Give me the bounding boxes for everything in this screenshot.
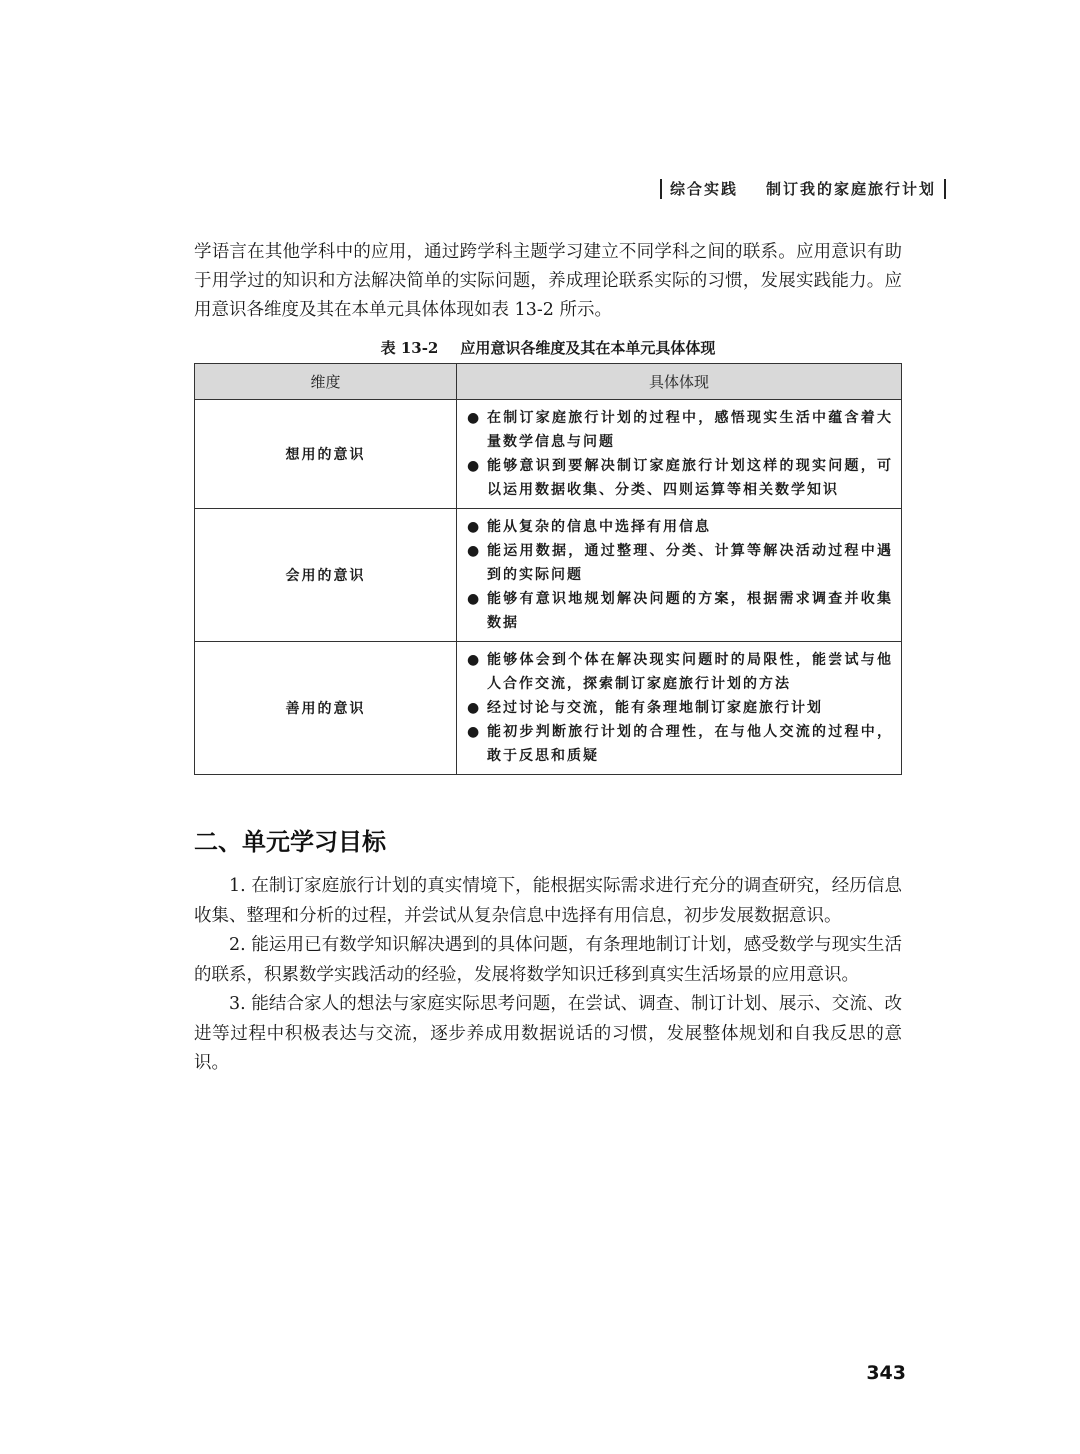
list-item: ● 经过讨论与交流，能有条理地制订家庭旅行计划 xyxy=(467,696,893,720)
bullet-icon: ● xyxy=(467,652,482,668)
goal-paragraph: 3. 能结合家人的想法与家庭实际思考问题，在尝试、调查、制订计划、展示、交流、改进等过程中积极表达与交流，逐步养成用数据说话的习惯，发展整体规划和自我反思的意识。 xyxy=(194,994,902,1073)
list-item: ● 能够有意识地规划解决问题的方案，根据需求调查并收集数据 xyxy=(467,587,893,635)
running-header xyxy=(660,178,946,199)
table-row xyxy=(195,509,902,642)
section-title: 二、单元学习目标 xyxy=(194,828,386,856)
intro-paragraph: 学语言在其他学科中的应用，通过跨学科主题学习建立不同学科之间的联系。应用意识有助于用学过的知识和方法解决简单的实际问题，养成理论联系实际的习惯，发展实践能力。应用意识各维度及其在本单元具体体现如表 13-2 所示。 xyxy=(194,242,902,320)
bullet-icon: ● xyxy=(467,591,482,607)
page-number: 343 xyxy=(866,1362,906,1384)
dimension-cell: 善用的意识 xyxy=(195,642,457,775)
detail-cell xyxy=(457,509,902,642)
table-row xyxy=(195,400,902,509)
dimension-cell: 想用的意识 xyxy=(195,400,457,509)
header-dimension: 维度 xyxy=(195,364,457,400)
header-section: 综合实践 xyxy=(669,180,738,198)
list-item: ● 能够意识到要解决制订家庭旅行计划这样的现实问题，可以运用数据收集、分类、四则运算等相关数学知识 xyxy=(467,454,893,502)
bullet-icon: ● xyxy=(467,543,482,559)
bullet-icon: ● xyxy=(467,700,482,716)
list-item: ● 能初步判断旅行计划的合理性，在与他人交流的过程中，敢于反思和质疑 xyxy=(467,720,893,768)
goals-list xyxy=(194,872,902,1079)
table-row xyxy=(195,642,902,775)
dimension-table xyxy=(194,363,902,775)
list-item: ● 能运用数据，通过整理、分类、计算等解决活动过程中遇到的实际问题 xyxy=(467,539,893,587)
header-bar-right xyxy=(944,179,946,199)
table-header-row xyxy=(195,364,902,400)
table-caption-title: 应用意识各维度及其在本单元具体体现 xyxy=(460,339,716,357)
bullet-icon: ● xyxy=(467,410,482,426)
header-detail: 具体体现 xyxy=(457,364,902,400)
detail-cell xyxy=(457,400,902,509)
dimension-cell: 会用的意识 xyxy=(195,509,457,642)
detail-cell xyxy=(457,642,902,775)
bullet-icon: ● xyxy=(467,458,482,474)
list-item: ● 在制订家庭旅行计划的过程中，感悟现实生活中蕴含着大量数学信息与问题 xyxy=(467,406,893,454)
bullet-icon: ● xyxy=(467,519,482,535)
table-caption xyxy=(194,337,902,358)
header-title: 制订我的家庭旅行计划 xyxy=(765,180,936,198)
bullet-icon: ● xyxy=(467,724,482,740)
header-bar-left xyxy=(660,179,662,199)
goal-paragraph: 2. 能运用已有数学知识解决遇到的具体问题，有条理地制订计划，感受数学与现实生活的联系，积累数学实践活动的经验，发展将数学知识迁移到真实生活场景的应用意识。 xyxy=(194,935,902,985)
list-item: ● 能够体会到个体在解决现实问题时的局限性，能尝试与他人合作交流，探索制订家庭旅行计划的方法 xyxy=(467,648,893,696)
goal-paragraph: 1. 在制订家庭旅行计划的真实情境下，能根据实际需求进行充分的调查研究，经历信息收集、整理和分析的过程，并尝试从复杂信息中选择有用信息，初步发展数据意识。 xyxy=(194,876,902,926)
table-caption-number: 表 13-2 xyxy=(380,339,439,357)
list-item: ● 能从复杂的信息中选择有用信息 xyxy=(467,515,893,539)
